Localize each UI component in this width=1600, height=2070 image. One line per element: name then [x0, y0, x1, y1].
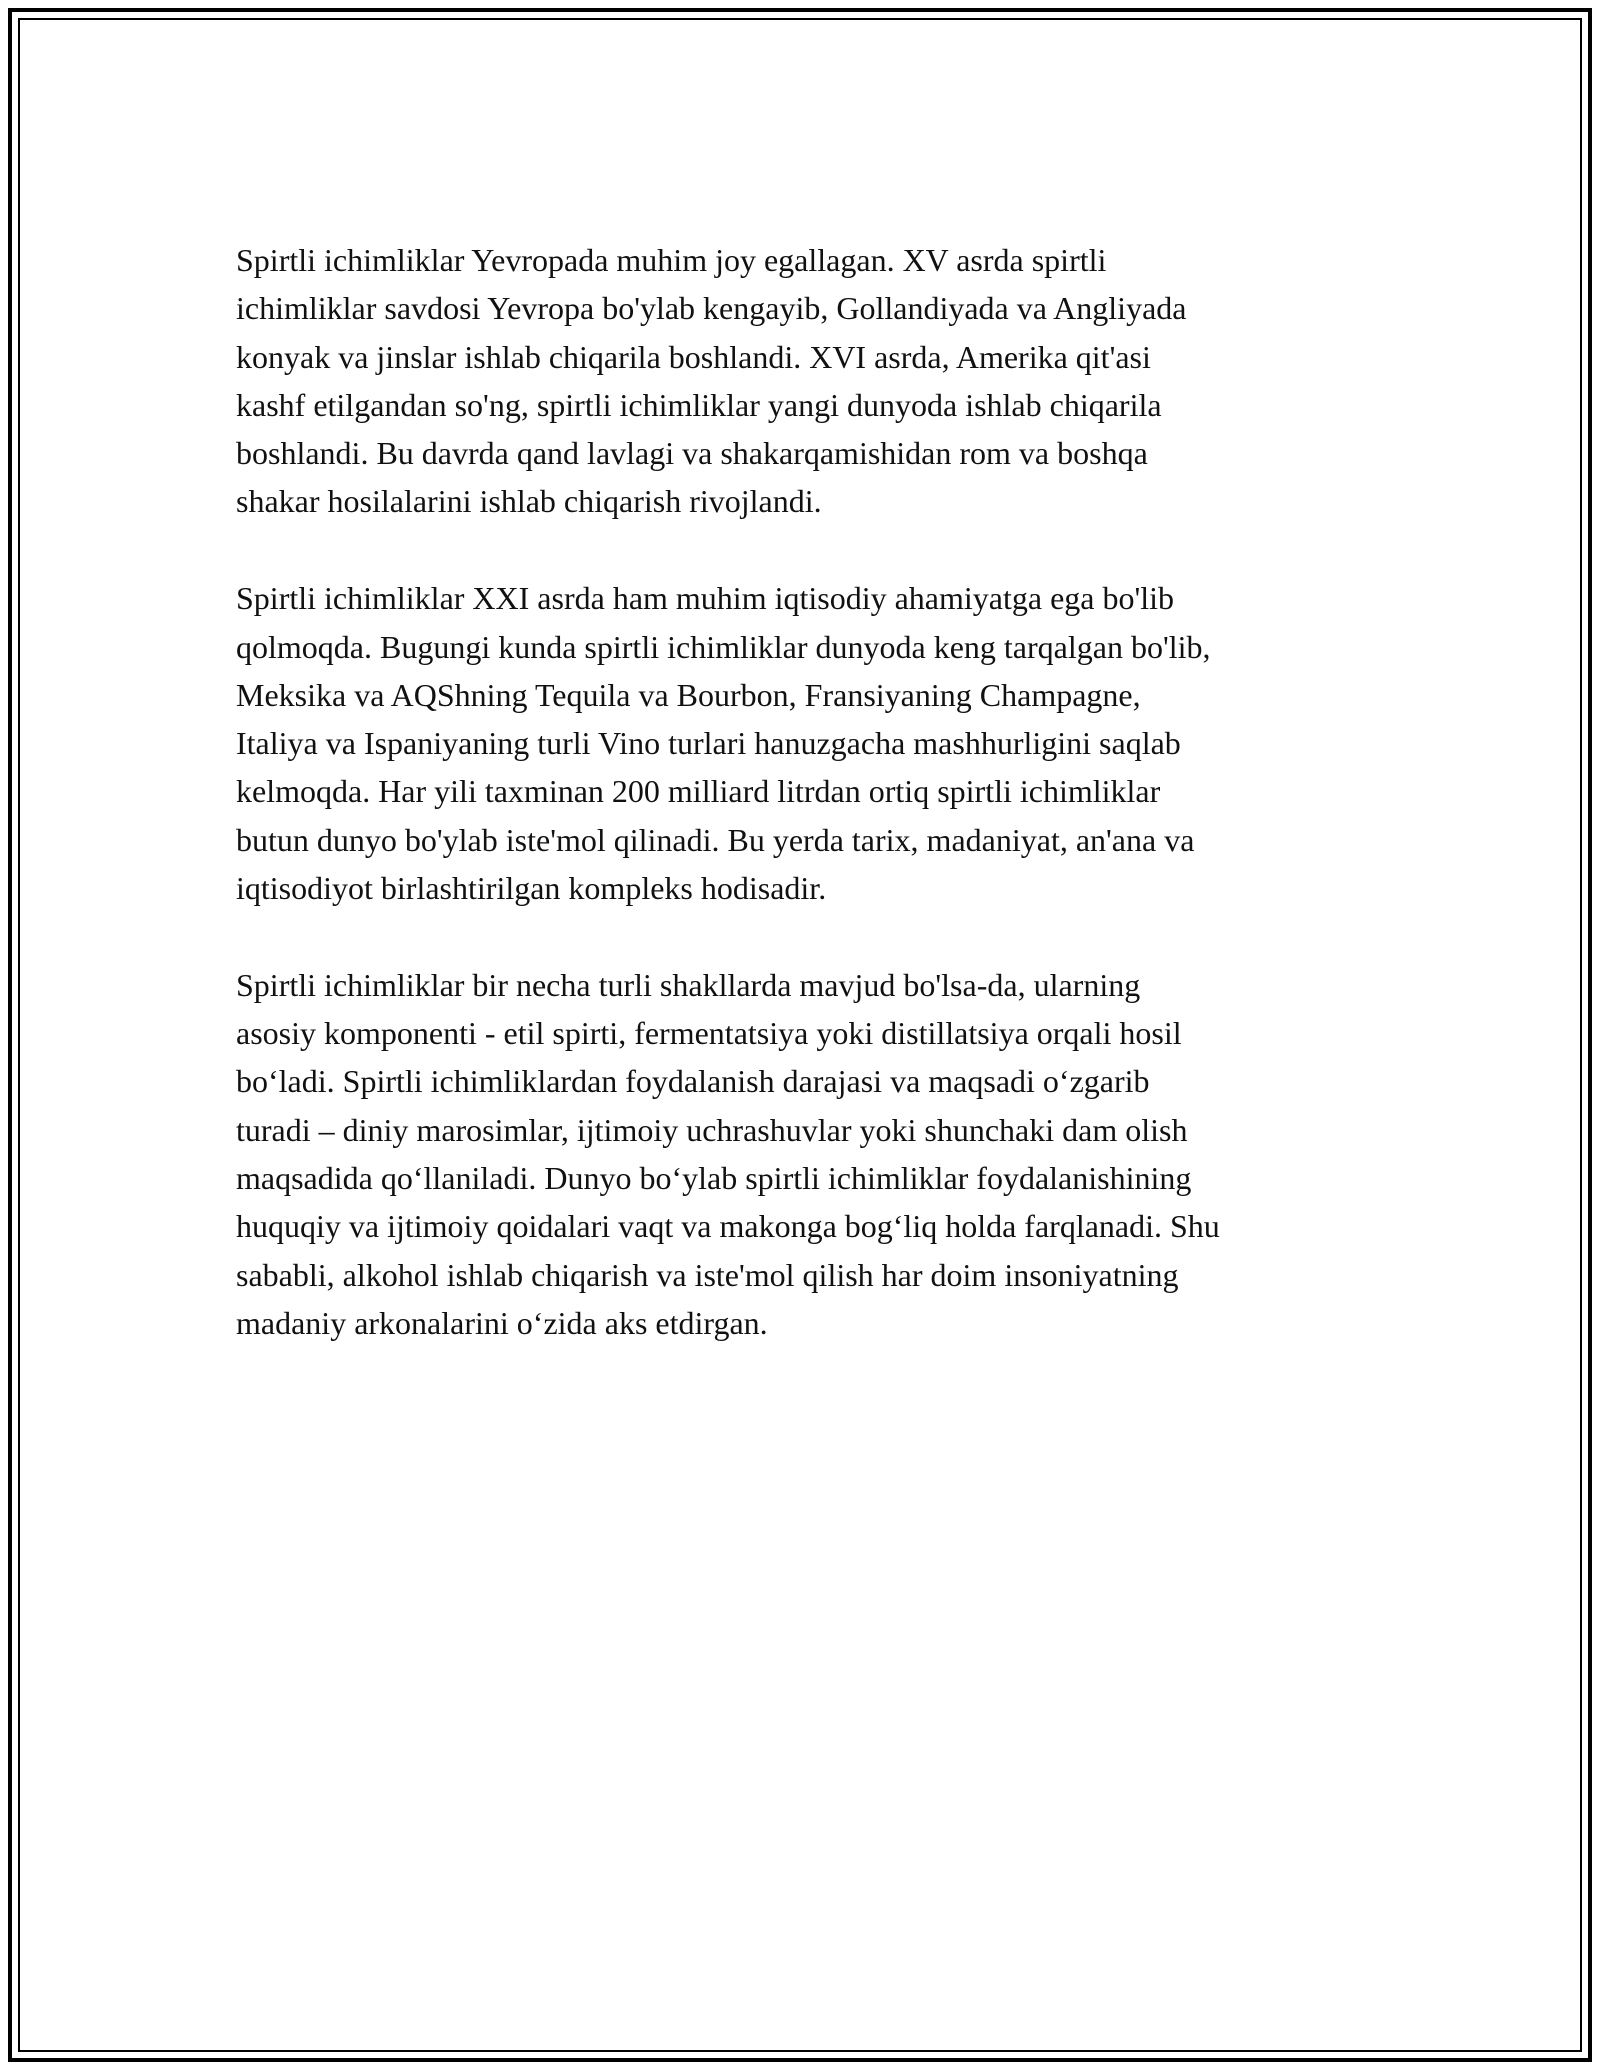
paragraph-1: Spirtli ichimliklar Yevropada muhim joy egallagan. XV asrda spirtli ichimliklar savdosi Yevropa bo'ylab kengayib, Gollandiyada va Angliyada konyak va jinslar ishlab chiqarila boshlandi. XVI asrda, Amerika qit'asi kashf etilgandan so'ng, spirtli ichimliklar yangi dunyoda ishlab chiqarila boshlandi. Bu davrda qand lavlagi va shakarqamishidan rom va boshqa shakar hosilalarini ishlab chiqarish rivojlandi. [236, 242, 1187, 520]
paragraph-2: Spirtli ichimliklar XXI asrda ham muhim iqtisodiy ahamiyatga ega bo'lib qolmoqda. Bugungi kunda spirtli ichimliklar dunyoda keng tarqalgan bo'lib, Meksika va AQShning Tequila va Bourbon, Fransiyaning Champagne, Italiya va Ispaniyaning turli Vino turlari hanuzgacha mashhurligini saqlab kelmoqda. Har yili taxminan 200 milliard litrdan ortiq spirtli ichimliklar butun dunyo bo'ylab iste'mol qilinadi. Bu yerda tarix, madaniyat, an'ana va iqtisodiyot birlashtirilgan kompleks hodisadir. [236, 580, 1211, 907]
document-body [236, 236, 1366, 1396]
paragraph-3: Spirtli ichimliklar bir necha turli shakllarda mavjud bo'lsa-da, ularning asosiy komponenti - etil spirti, fermentatsiya yoki distillatsiya orqali hosil bo‘ladi. Spirtli ichimliklardan foydalanish darajasi va maqsadi o‘zgarib turadi – diniy marosimlar, ijtimoiy uchrashuvlar yoki shunchaki dam olish maqsadida qo‘llaniladi. Dunyo bo‘ylab spirtli ichimliklar foydalanishining huquqiy va ijtimoiy qoidalari vaqt va makonga bog‘liq holda farqlanadi. Shu sababli, alkohol ishlab chiqarish va iste'mol qilish har doim insoniyatning madaniy arkonalarini o‘zida aks etdirgan. [236, 966, 1220, 1341]
